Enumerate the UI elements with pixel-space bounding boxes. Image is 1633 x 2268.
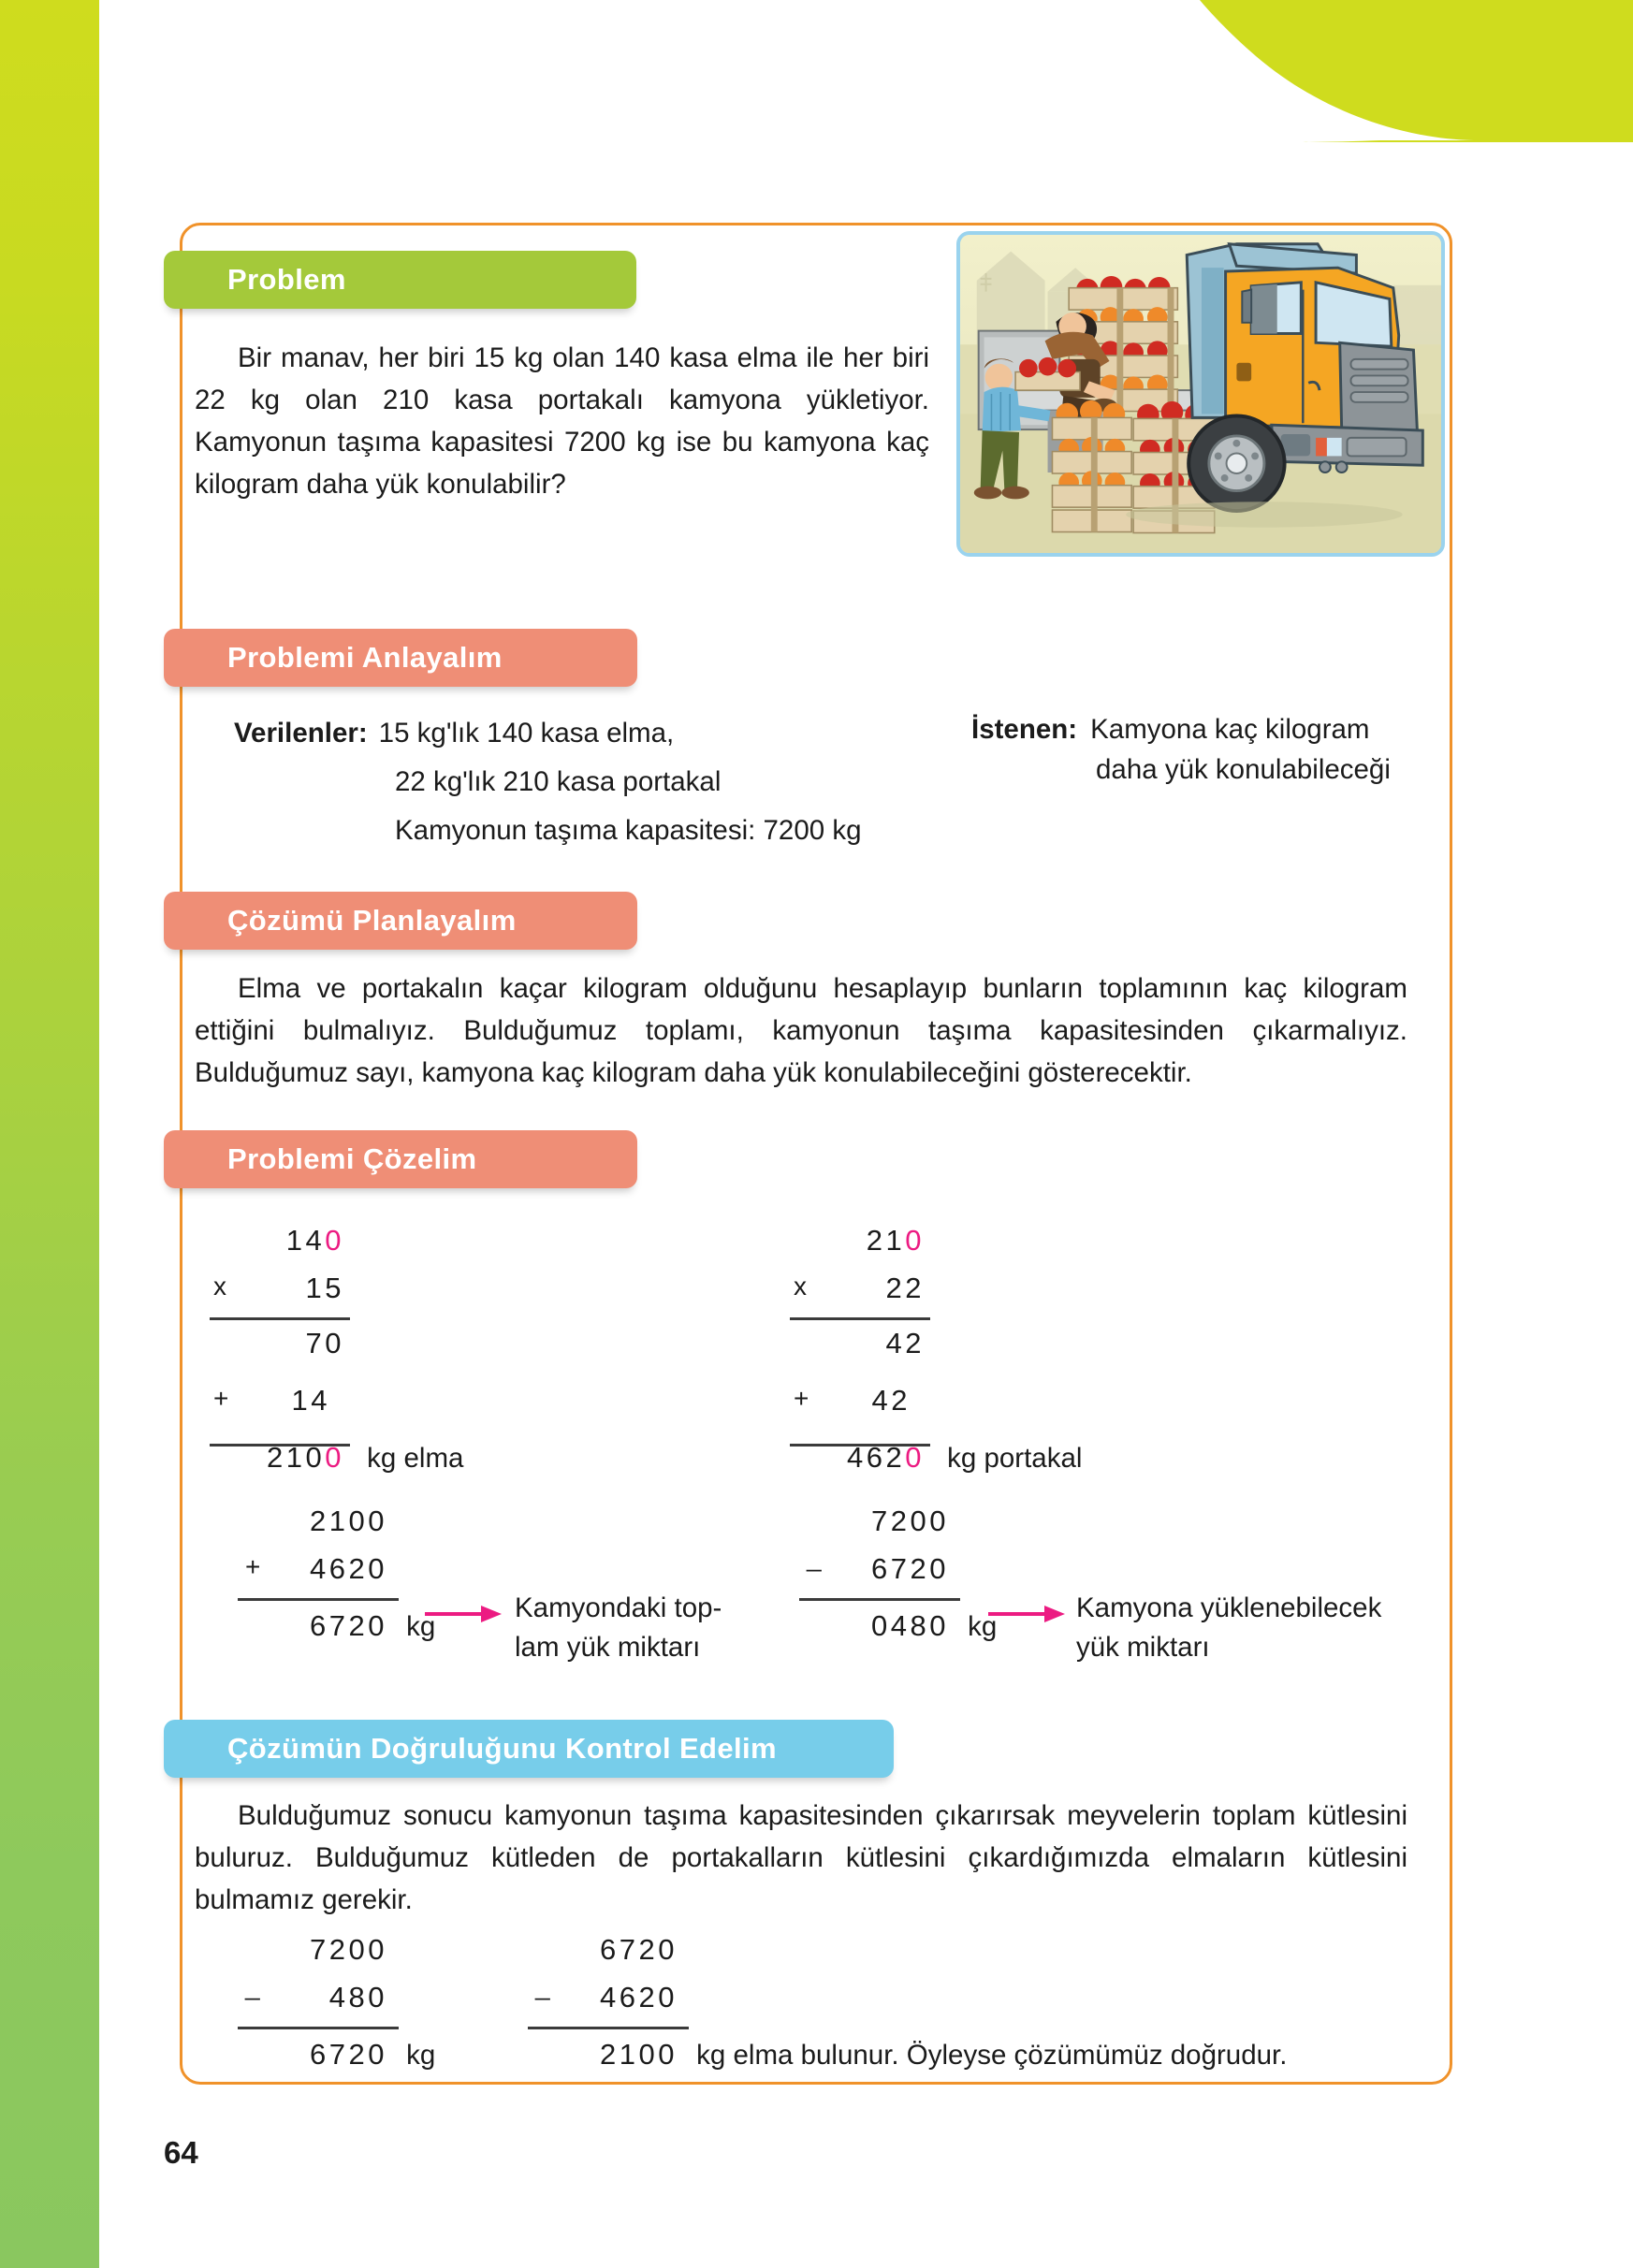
check-right-bottom: 4620 (600, 1981, 678, 2014)
apple-multiplicand-zero: 0 (325, 1224, 344, 1257)
note-remaining-line-2: yük miktarı (1076, 1632, 1210, 1663)
section-header-problem (164, 251, 636, 309)
diff-operator: _ (807, 1543, 822, 1572)
diff-bottom-value: 6720 (871, 1552, 949, 1585)
calc-sum-total-load (245, 1497, 545, 1650)
apple-result-unit: kg elma (367, 1443, 464, 1474)
page-number: 64 (164, 2135, 198, 2170)
asked-line-1: Kamyona kaç kilogram (1090, 714, 1370, 745)
orange-multiplicand-head: 21 (866, 1224, 906, 1257)
left-green-gradient-strip (0, 0, 99, 2268)
apple-add-operator: + (213, 1384, 229, 1413)
check-left-result: 6720 (310, 2038, 387, 2071)
arrow-to-total-note (425, 1602, 502, 1626)
orange-result-head: 462 (847, 1441, 906, 1474)
given-line-2: 22 kg'lık 210 kasa portakal (395, 766, 722, 797)
plan-text: Elma ve portakalın kaçar kilogram olduğunu hesaplayıp bunların toplamının kaç kilogram ettiğini bulmalıyız. Bulduğumuz toplamı, kamyonun taşıma kapasitesinden çıkarmalıyız. Bulduğumuz sayı, kamyona kaç kilogram daha yük konulabileceğini gösterecektir. (195, 973, 1407, 1088)
section-header-understand (164, 629, 637, 687)
check-final-text: kg elma bulunur. Öyleyse çözümümüz doğrudur. (696, 2040, 1288, 2071)
orange-result-zero: 0 (905, 1441, 925, 1474)
given-label: Verilenler: (234, 718, 368, 749)
apple-multiply-operator: x (213, 1272, 226, 1301)
sum-rule (238, 1598, 399, 1601)
check-text: Bulduğumuz sonucu kamyonun taşıma kapasitesinden çıkarırsak meyvelerin toplam kütlesini buluruz. Bulduğumuz kütleden de portakalların kütlesini çıkardığımızda elmaların kütlesini bulmamız gerekir. (195, 1800, 1407, 1915)
asked-block (971, 709, 1391, 790)
given-line-1: 15 kg'lık 140 kasa elma, (378, 718, 675, 749)
check-left-bottom: 480 (328, 1981, 387, 2014)
page-white-area (99, 0, 1303, 131)
check-right-operator: _ (535, 1971, 550, 2000)
check-left-rule (238, 2027, 399, 2029)
orange-result-unit: kg portakal (947, 1443, 1083, 1474)
check-left-operator: _ (245, 1971, 260, 2000)
sum-operator: + (245, 1552, 261, 1581)
orange-multiplier: 22 (885, 1272, 925, 1304)
top-curve-transition (1200, 0, 1480, 140)
sum-result-value: 6720 (310, 1609, 387, 1642)
sum-top-value: 2100 (310, 1505, 387, 1537)
note-total-line-2: lam yük miktarı (515, 1632, 701, 1663)
section-title-solve: Problemi Çözelim (227, 1142, 477, 1175)
apple-partial-2: 14 (291, 1384, 330, 1417)
orange-partial-2: 42 (871, 1384, 911, 1417)
apple-partial-1: 70 (305, 1327, 344, 1359)
illustration-truck-loading (956, 231, 1445, 557)
check-left-unit: kg (406, 2040, 436, 2071)
orange-multiply-operator: x (794, 1272, 807, 1301)
given-block (234, 709, 862, 855)
section-title-problem: Problem (227, 263, 346, 296)
diff-result-value: 0480 (871, 1609, 949, 1642)
note-total-load (515, 1589, 777, 1667)
calc-multiplication-apples (213, 1216, 513, 1481)
sum-bottom-value: 4620 (310, 1552, 387, 1585)
apple-multiplicand-head: 14 (285, 1224, 326, 1257)
diff-top-value: 7200 (871, 1505, 949, 1537)
asked-line-2: daha yük konulabileceği (1096, 754, 1391, 785)
calc-remaining-capacity (807, 1497, 1106, 1650)
check-left-top: 7200 (310, 1933, 387, 1966)
diff-rule (799, 1598, 960, 1601)
section-title-check: Çözümün Doğruluğunu Kontrol Edelim (227, 1732, 778, 1765)
apple-result-zero: 0 (325, 1441, 344, 1474)
calc-check-left (245, 1926, 526, 2078)
orange-add-operator: + (794, 1384, 809, 1413)
arrow-to-remaining-note (988, 1602, 1065, 1626)
note-remaining-load (1076, 1589, 1451, 1667)
check-right-top: 6720 (600, 1933, 678, 1966)
section-title-plan: Çözümü Planlayalım (227, 904, 517, 937)
asked-label: İstenen: (971, 714, 1078, 745)
given-line-3: Kamyonun taşıma kapasitesi: 7200 kg (395, 815, 862, 846)
calc-multiplication-oranges (794, 1216, 1112, 1481)
note-remaining-line-1: Kamyona yüklenebilecek (1076, 1592, 1382, 1623)
calc-check-right (535, 1926, 1288, 2078)
check-right-rule (528, 2027, 689, 2029)
section-header-check (164, 1720, 894, 1778)
section-header-plan (164, 892, 637, 950)
sum-result-unit: kg (406, 1611, 436, 1642)
orange-partial-1: 42 (885, 1327, 925, 1359)
apple-multiplier: 15 (305, 1272, 344, 1304)
section-title-understand: Problemi Anlayalım (227, 641, 503, 674)
problem-statement: Bir manav, her biri 15 kg olan 140 kasa elma ile her biri 22 kg olan 210 kasa portakalı kamyona yükletiyor. Kamyonun taşıma kapasitesi 7200 kg ise bu kamyona kaç kilogram daha yük konulabilir? (195, 342, 929, 500)
section-header-solve (164, 1130, 637, 1188)
orange-multiplicand-zero: 0 (905, 1224, 925, 1257)
diff-result-unit: kg (968, 1611, 998, 1642)
apple-result-head: 210 (267, 1441, 326, 1474)
check-right-result: 2100 (600, 2038, 678, 2071)
note-total-line-1: Kamyondaki top- (515, 1592, 722, 1623)
